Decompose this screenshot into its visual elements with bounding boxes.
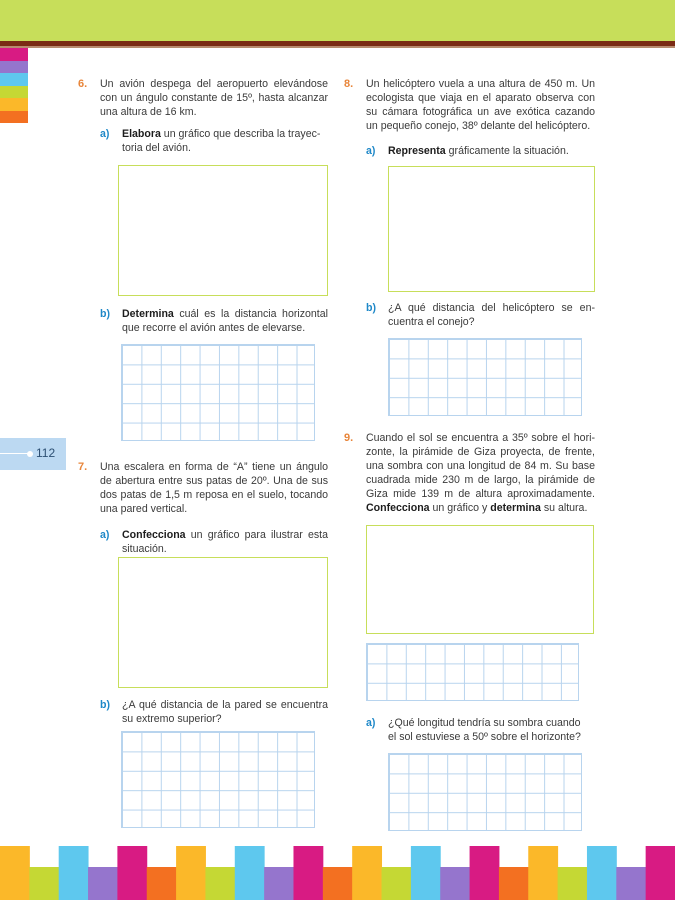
strip-block <box>29 867 59 900</box>
q8a-text <box>388 144 595 158</box>
bottom-color-strip <box>0 846 675 900</box>
q9-answer-grid[interactable] <box>366 643 579 701</box>
header-band <box>0 0 675 41</box>
q6a-line2: toria del avión. <box>122 142 191 154</box>
q9a-line2: el sol estuviese a 50º sobre el horizonte? <box>388 731 581 743</box>
q7b-text <box>122 698 328 726</box>
strip-block <box>264 867 294 900</box>
q7-line: de abertura entre sus patas de 20º. Una de sus <box>100 475 328 487</box>
question-6-number: 6. <box>78 78 88 90</box>
q8a-text-rest: gráficamente la situación. <box>445 145 569 157</box>
q7a-line2: situación. <box>122 543 167 555</box>
q6a-drawing-area[interactable] <box>118 165 328 296</box>
q9-line: una sombra con una longitud de 84 m. Su base <box>366 460 595 472</box>
q9-verb-2: determina <box>490 502 541 514</box>
strip-block <box>117 846 147 900</box>
q6a-verb: Elabora <box>122 128 161 140</box>
page-tab-line <box>0 453 28 454</box>
strip-block <box>440 867 470 900</box>
strip-block <box>499 867 529 900</box>
q6-line: con un ángulo constante de 15º, hasta alcanzar <box>100 92 328 104</box>
q8b-label: b) <box>366 302 376 314</box>
side-color-tab <box>0 73 28 86</box>
q9-last-end: su altura. <box>540 502 588 514</box>
q9-verb-1: Confecciona <box>366 502 430 514</box>
q6b-verb: Determina <box>122 308 174 320</box>
q9a-label: a) <box>366 717 376 729</box>
q6b-label: b) <box>100 308 110 320</box>
strip-block <box>587 846 617 900</box>
q8-line: ecologista que viaja en el aparato observa con <box>366 92 595 104</box>
q8b-text <box>388 301 595 329</box>
strip-block <box>59 846 89 900</box>
question-8-number: 8. <box>344 78 354 90</box>
q7a-verb: Confecciona <box>122 529 186 541</box>
q7a-text-rest: un gráfico para ilustrar esta <box>185 529 328 541</box>
q6b-line2: que recorre el avión antes de elevarse. <box>122 322 306 334</box>
side-color-tab <box>0 86 28 99</box>
q9-line: cuadrada mide 230 m de largo, la pirámide de <box>366 474 595 486</box>
q9-line: zonte, la pirámide de Giza proyecta, de frente, <box>366 446 595 458</box>
side-color-tab <box>0 48 28 61</box>
strip-block <box>528 846 558 900</box>
strip-block <box>382 867 412 900</box>
q8-line: un pequeño conejo, 38º delante del helicóptero. <box>366 120 591 132</box>
q7a-drawing-area[interactable] <box>118 557 328 688</box>
q6b-text-rest: cuál es la distancia horizontal <box>173 308 328 320</box>
strip-block <box>558 867 588 900</box>
strip-block <box>235 846 265 900</box>
q6a-text <box>122 127 328 155</box>
strip-block <box>88 867 118 900</box>
question-7-text <box>100 460 328 516</box>
question-9-number: 9. <box>344 432 354 444</box>
page-number-tab <box>0 438 66 470</box>
strip-block <box>293 846 323 900</box>
q9a-text <box>388 716 595 744</box>
page-number: 112 <box>36 446 56 460</box>
side-color-tab <box>0 98 28 111</box>
strip-block <box>176 846 206 900</box>
q7b-line2: su extremo superior? <box>122 713 222 725</box>
q8-line: su cámara fotográfica un ave exótica cazando <box>366 106 595 118</box>
strip-block <box>147 867 177 900</box>
q8a-label: a) <box>366 145 376 157</box>
q7a-text <box>122 528 328 556</box>
question-6-text <box>100 77 328 119</box>
strip-block <box>323 867 353 900</box>
q8a-drawing-area[interactable] <box>388 166 595 292</box>
q6-line: Un avión despega del aeropuerto elevándose <box>100 78 328 90</box>
q7a-label: a) <box>100 529 110 541</box>
q7-line: Una escalera en forma de “A” tiene un ángulo <box>100 461 328 473</box>
q8b-answer-grid[interactable] <box>388 338 582 416</box>
q9-drawing-area[interactable] <box>366 525 594 634</box>
strip-block <box>646 846 675 900</box>
question-8-text <box>366 77 595 133</box>
q6b-text <box>122 307 328 335</box>
side-color-tabs <box>0 48 28 123</box>
strip-block <box>470 846 500 900</box>
strip-block <box>352 846 382 900</box>
header-rule-thin <box>0 46 675 48</box>
q8a-verb: Representa <box>388 145 446 157</box>
q7b-answer-grid[interactable] <box>121 731 315 828</box>
q9-last-mid: un gráfico y <box>429 502 491 514</box>
page-tab-dot <box>27 451 33 457</box>
q6b-answer-grid[interactable] <box>121 344 315 441</box>
q6-line: una altura de 16 km. <box>100 106 197 118</box>
q9-line: Cuando el sol se encuentra a 35º sobre el hori- <box>366 432 595 444</box>
strip-block <box>0 846 30 900</box>
q9-last-line <box>366 501 595 515</box>
q8-line: Un helicóptero vuela a una altura de 450 m. Un <box>366 78 595 90</box>
q7-line: dos patas de 1,5 m reposa en el suelo, tocando <box>100 489 328 501</box>
question-9-text <box>366 431 595 515</box>
question-7-number: 7. <box>78 461 88 473</box>
q7-line: una pared vertical. <box>100 503 188 515</box>
q9a-line1: ¿Qué longitud tendría su sombra cuando <box>388 717 581 729</box>
q9-line: Giza mide 139 m de altura aproximadamente. <box>366 488 595 500</box>
q7b-label: b) <box>100 699 110 711</box>
q6a-text-rest: un gráfico que describa la trayec- <box>160 128 321 140</box>
side-color-tab <box>0 61 28 74</box>
side-color-tab <box>0 111 28 124</box>
q6a-label: a) <box>100 128 110 140</box>
q9a-answer-grid[interactable] <box>388 753 582 831</box>
q8b-line2: cuentra el conejo? <box>388 316 475 328</box>
strip-block <box>616 867 646 900</box>
strip-block <box>205 867 235 900</box>
q7b-line1: ¿A qué distancia de la pared se encuentra <box>122 699 328 711</box>
strip-block <box>411 846 441 900</box>
q8b-line1: ¿A qué distancia del helicóptero se en- <box>388 302 595 314</box>
